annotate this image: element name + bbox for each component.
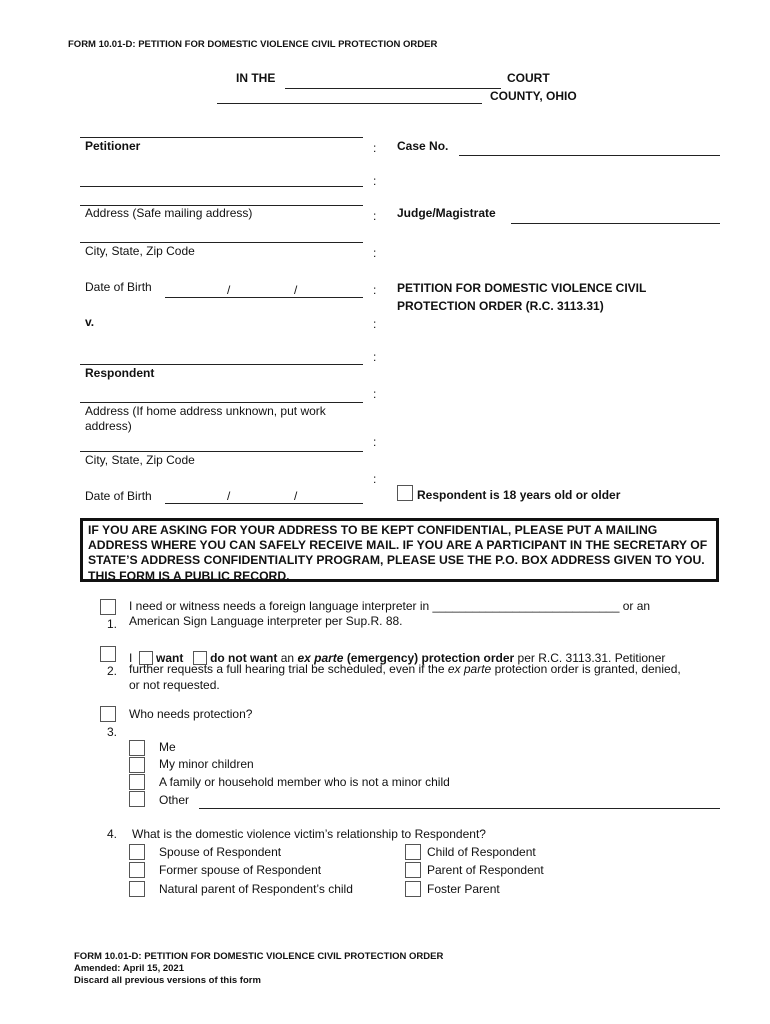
protect-option-family: A family or household member who is not a minor child xyxy=(159,775,450,789)
respondent-label: Respondent xyxy=(85,366,155,380)
item2-do-not-want: do not want xyxy=(210,651,278,665)
footer-discard: Discard all previous versions of this form xyxy=(74,975,261,986)
footer-form-title: FORM 10.01-D: PETITION FOR DOMESTIC VIOLENCE CIVIL PROTECTION ORDER xyxy=(74,951,444,962)
item2-line2-ex-parte: ex parte xyxy=(447,662,492,676)
petitioner-dob-label: Date of Birth xyxy=(85,280,152,294)
item2-i: I xyxy=(129,651,133,665)
item2-line2-b: protection order is granted, denied, xyxy=(494,662,681,676)
item2-line2-a: further requests a full hearing trial be scheduled, even if the xyxy=(129,662,445,676)
item1-text-line2: American Sign Language interpreter per Sup.R. 88. xyxy=(129,614,403,628)
caption-colon: : xyxy=(373,246,377,260)
protect-option-children: My minor children xyxy=(159,757,254,771)
in-the-label: IN THE xyxy=(236,71,276,85)
relation-foster-parent-label: Foster Parent xyxy=(427,882,500,896)
item2-text-line2 xyxy=(129,662,681,676)
petitioner-city-label: City, State, Zip Code xyxy=(85,244,195,258)
caption-colon: : xyxy=(373,435,377,449)
item2-emergency: (emergency) protection order xyxy=(346,651,515,665)
item1-text-line1: I need or witness needs a foreign language interpreter in ____________________________ or an xyxy=(129,599,651,613)
protect-other-checkbox[interactable] xyxy=(129,791,145,807)
relation-former-spouse-label: Former spouse of Respondent xyxy=(159,863,322,877)
relation-spouse-label: Spouse of Respondent xyxy=(159,845,282,859)
item1-number: 1. xyxy=(107,617,118,631)
item2-checkbox[interactable] xyxy=(100,646,116,662)
relation-parent-label: Parent of Respondent xyxy=(427,863,544,877)
caption-colon: : xyxy=(373,174,377,188)
relation-parent-checkbox[interactable] xyxy=(405,862,421,878)
item2-want: want xyxy=(156,651,184,665)
petitioner-dob-field[interactable] xyxy=(165,297,363,298)
item2-number: 2. xyxy=(107,664,118,678)
court-name-field[interactable] xyxy=(285,88,501,89)
county-label: COUNTY, OHIO xyxy=(490,89,577,103)
relation-natural-parent-label: Natural parent of Respondent’s child xyxy=(159,882,353,896)
petitioner-label: Petitioner xyxy=(85,139,141,153)
respondent-address-label: Address (If home address unknown, put work address) xyxy=(85,404,326,433)
respondent-city-label: City, State, Zip Code xyxy=(85,453,195,467)
dob-slash: / xyxy=(227,489,231,503)
respondent-city-field[interactable] xyxy=(80,451,363,452)
respondent-dob-label: Date of Birth xyxy=(85,489,152,503)
case-no-label: Case No. xyxy=(397,139,449,153)
protect-option-me: Me xyxy=(159,740,176,754)
protect-family-checkbox[interactable] xyxy=(129,774,145,790)
dob-slash: / xyxy=(227,283,231,297)
item2-text-line3: or not requested. xyxy=(129,678,220,692)
versus-label: v. xyxy=(85,315,95,329)
relation-child-label: Child of Respondent xyxy=(427,845,536,859)
caption-colon: : xyxy=(373,472,377,486)
protect-me-checkbox[interactable] xyxy=(129,740,145,756)
item3-checkbox[interactable] xyxy=(100,706,116,722)
petitioner-address-label: Address (Safe mailing address) xyxy=(85,206,253,220)
confidential-notice: IF YOU ARE ASKING FOR YOUR ADDRESS TO BE KEPT CONFIDENTIAL, PLEASE PUT A MAILING ADDRESS WHERE YOU CAN SAFELY RECEIVE MAIL. IF YOU ARE A PARTICIPANT IN THE SECRETARY OF STATE’S ADDRESS CONFIDENTIALITY PROGRAM, PLEASE USE THE P.O. BOX ADDRESS GIVEN TO YOU. THIS FORM IS A PUBLIC RECORD. xyxy=(80,518,719,582)
caption-colon: : xyxy=(373,283,377,297)
caption-colon: : xyxy=(373,209,377,223)
caption-colon: : xyxy=(373,141,377,155)
relation-foster-parent-checkbox[interactable] xyxy=(405,881,421,897)
protect-children-checkbox[interactable] xyxy=(129,757,145,773)
petitioner-extra-field[interactable] xyxy=(80,186,363,187)
county-name-field[interactable] xyxy=(217,103,482,104)
relation-natural-parent-checkbox[interactable] xyxy=(129,881,145,897)
item3-text: Who needs protection? xyxy=(129,707,253,721)
relation-spouse-checkbox[interactable] xyxy=(129,844,145,860)
judge-magistrate-field[interactable] xyxy=(511,223,720,224)
item1-checkbox[interactable] xyxy=(100,599,116,615)
item3-number: 3. xyxy=(107,725,118,739)
respondent-dob-field[interactable] xyxy=(165,503,363,504)
form-header-title: FORM 10.01-D: PETITION FOR DOMESTIC VIOLENCE CIVIL PROTECTION ORDER xyxy=(68,39,438,50)
relation-child-checkbox[interactable] xyxy=(405,844,421,860)
court-label: COURT xyxy=(507,71,550,85)
respondent-age-checkbox[interactable] xyxy=(397,485,413,501)
item4-number: 4. xyxy=(107,827,118,841)
protect-other-field[interactable] xyxy=(199,808,720,809)
dob-slash: / xyxy=(294,489,298,503)
footer-amended: Amended: April 15, 2021 xyxy=(74,963,184,974)
petitioner-name-field[interactable] xyxy=(80,137,363,138)
respondent-age-label: Respondent is 18 years old or older xyxy=(417,488,621,502)
respondent-address-field[interactable] xyxy=(80,402,363,403)
relation-former-spouse-checkbox[interactable] xyxy=(129,862,145,878)
protect-option-other: Other xyxy=(159,793,190,807)
item4-text: What is the domestic violence victim’s relationship to Respondent? xyxy=(132,827,486,841)
respondent-name-field[interactable] xyxy=(80,364,363,365)
petition-title: PETITION FOR DOMESTIC VIOLENCE CIVIL PROTECTION ORDER (R.C. 3113.31) xyxy=(397,281,647,313)
caption-colon: : xyxy=(373,350,377,364)
caption-colon: : xyxy=(373,387,377,401)
case-no-field[interactable] xyxy=(459,155,720,156)
item2-an: an xyxy=(280,651,295,665)
dob-slash: / xyxy=(294,283,298,297)
judge-magistrate-label: Judge/Magistrate xyxy=(397,206,496,220)
petitioner-city-field[interactable] xyxy=(80,242,363,243)
item2-rest: per R.C. 3113.31. Petitioner xyxy=(517,651,666,665)
caption-colon: : xyxy=(373,317,377,331)
item2-ex-parte: ex parte xyxy=(297,651,344,665)
